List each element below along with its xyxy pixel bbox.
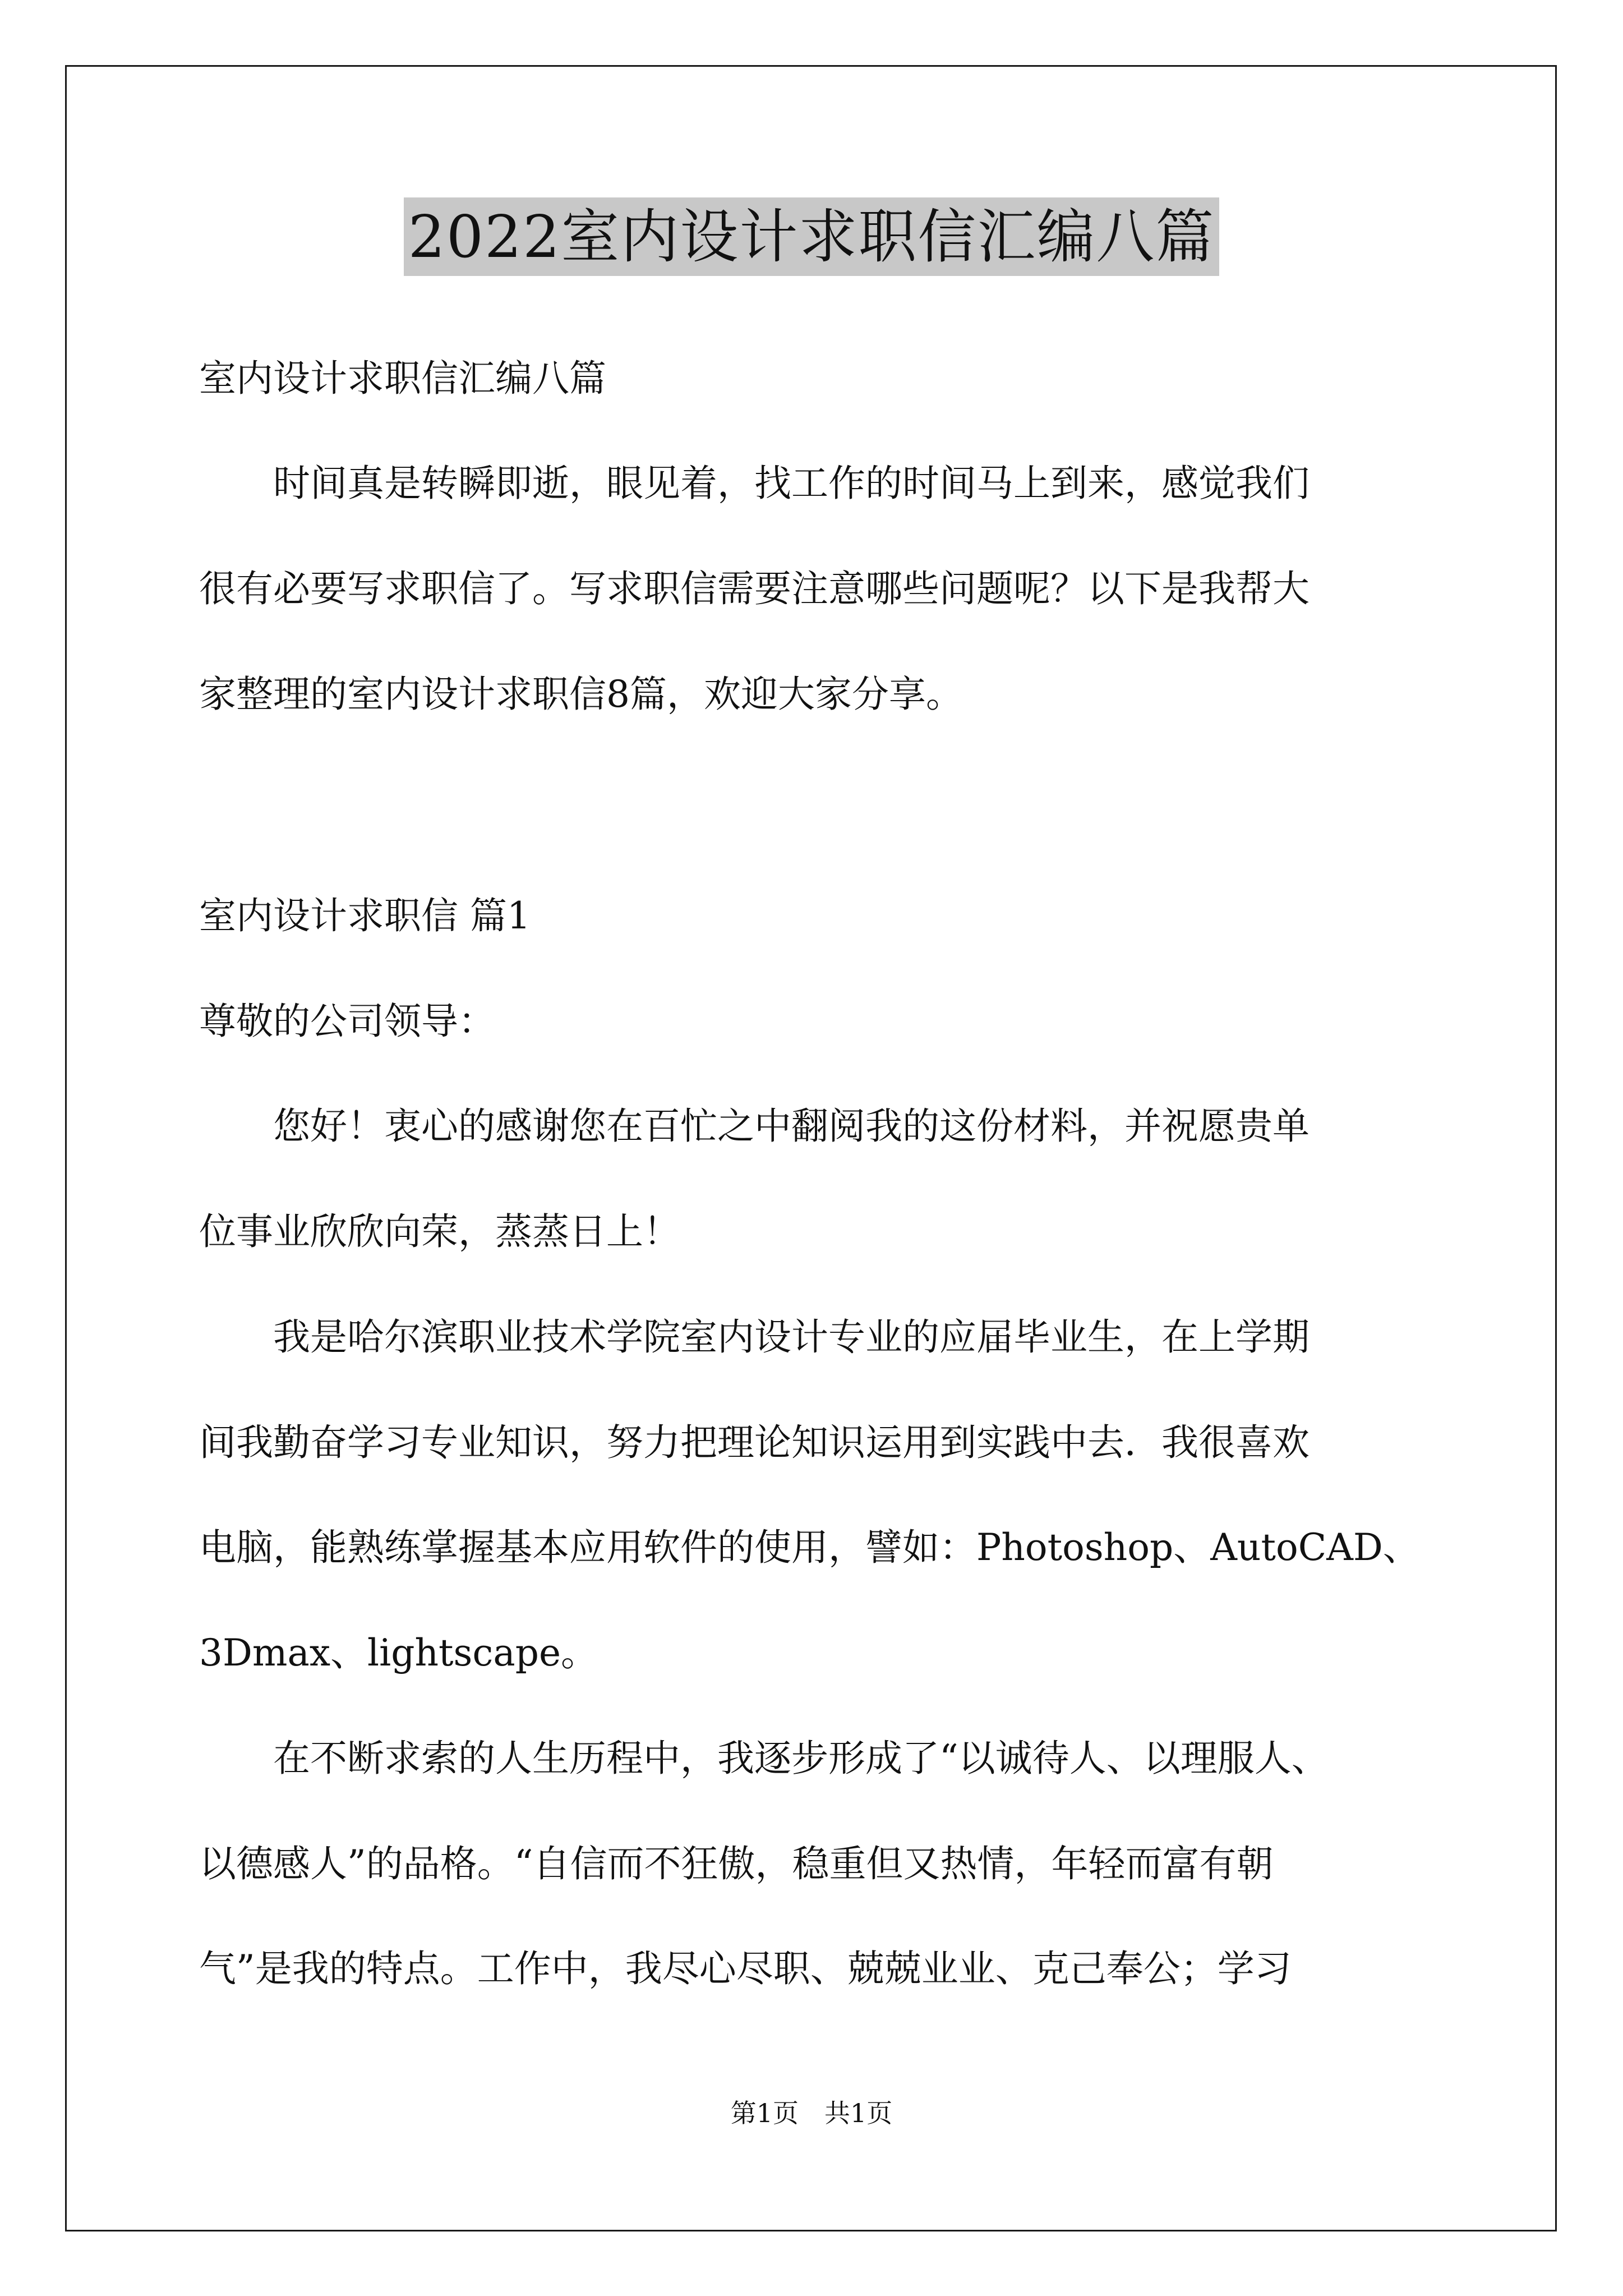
salutation-line: 尊敬的公司领导：: [199, 1000, 495, 1043]
paragraph-line: 位事业欣欣向荣，蒸蒸日上！: [199, 1210, 680, 1253]
paragraph-line: 电脑，能熟练掌握基本应用软件的使用，譬如：Photoshop、AutoCAD、: [199, 1526, 1420, 1569]
title-container: [0, 197, 1623, 276]
paragraph-line: 我是哈尔滨职业技术学院室内设计专业的应届毕业生，在上学期: [199, 1315, 1310, 1359]
paragraph-line: 气”是我的特点。工作中，我尽心尽职、兢兢业业、克己奉公；学习: [199, 1947, 1292, 1990]
page-number-footer: 第1页 共1页: [730, 2098, 893, 2128]
paragraph-line: 以德感人”的品格。“自信而不狂傲，稳重但又热情，年轻而富有朝: [199, 1842, 1274, 1885]
document-title: 2022室内设计求职信汇编八篇: [404, 197, 1220, 276]
subtitle-line: 室内设计求职信汇编八篇: [199, 357, 606, 400]
paragraph-line: 在不断求索的人生历程中，我逐步形成了“以诚待人、以理服人、: [199, 1737, 1329, 1780]
paragraph-line: 时间真是转瞬即逝，眼见着，找工作的时间马上到来，感觉我们: [199, 462, 1310, 505]
paragraph-line: 家整理的室内设计求职信8篇，欢迎大家分享。: [199, 673, 963, 716]
paragraph-line: 3Dmax、lightscape。: [199, 1631, 598, 1674]
paragraph-line: 很有必要写求职信了。写求职信需要注意哪些问题呢？以下是我帮大: [199, 567, 1310, 610]
section-heading: 室内设计求职信 篇1: [199, 894, 531, 937]
paragraph-line: 您好！衷心的感谢您在百忙之中翻阅我的这份材料，并祝愿贵单: [199, 1105, 1310, 1148]
paragraph-line: 间我勤奋学习专业知识，努力把理论知识运用到实践中去．我很喜欢: [199, 1421, 1310, 1464]
